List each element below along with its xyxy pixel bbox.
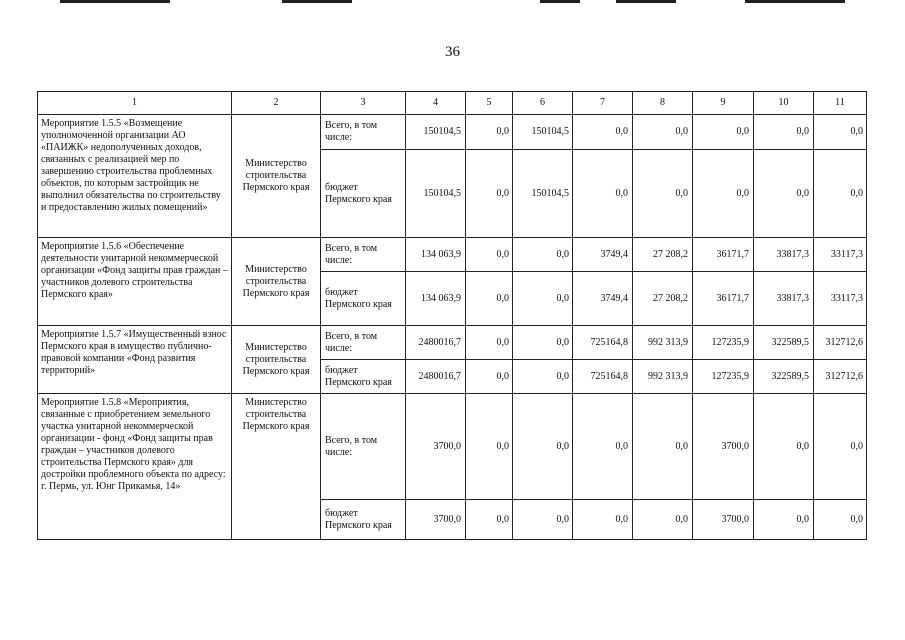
value-cell: 134 063,9: [406, 272, 466, 326]
value-cell: 3700,0: [693, 394, 754, 500]
column-header: 9: [693, 92, 754, 115]
value-cell: 33817,3: [754, 272, 814, 326]
value-cell: 3700,0: [406, 394, 466, 500]
table-row: [38, 394, 867, 500]
value-cell: 0,0: [814, 115, 867, 150]
value-cell: 0,0: [466, 238, 513, 272]
value-cell: 2480016,7: [406, 360, 466, 394]
value-cell: 127235,9: [693, 326, 754, 360]
value-cell: 0,0: [633, 115, 693, 150]
value-cell: 0,0: [513, 360, 573, 394]
value-cell: 0,0: [573, 115, 633, 150]
funding-table: [37, 91, 867, 540]
value-cell: 0,0: [466, 326, 513, 360]
value-cell: 0,0: [814, 394, 867, 500]
value-cell: 0,0: [573, 150, 633, 238]
funding-kind: Всего, в том числе:: [321, 326, 406, 360]
value-cell: 0,0: [513, 326, 573, 360]
column-header: 4: [406, 92, 466, 115]
scan-edge-line-2: [282, 0, 352, 3]
column-number-header: [38, 92, 867, 115]
value-cell: 27 208,2: [633, 272, 693, 326]
column-header: 10: [754, 92, 814, 115]
value-cell: 36171,7: [693, 272, 754, 326]
value-cell: 0,0: [466, 150, 513, 238]
column-header: 1: [38, 92, 232, 115]
value-cell: 134 063,9: [406, 238, 466, 272]
column-header: 3: [321, 92, 406, 115]
value-cell: 3749,4: [573, 238, 633, 272]
value-cell: 725164,8: [573, 360, 633, 394]
scan-edge-line-1: [60, 0, 170, 3]
value-cell: 992 313,9: [633, 326, 693, 360]
value-cell: 0,0: [754, 150, 814, 238]
value-cell: 150104,5: [513, 150, 573, 238]
table-row: [38, 238, 867, 272]
value-cell: 3749,4: [573, 272, 633, 326]
scan-edge-line-5: [745, 0, 845, 3]
value-cell: 0,0: [754, 394, 814, 500]
funding-kind: бюджет Пермского края: [321, 500, 406, 540]
value-cell: 0,0: [814, 150, 867, 238]
value-cell: 0,0: [573, 394, 633, 500]
page-number: 36: [445, 44, 460, 60]
scan-edge-line-4: [616, 0, 676, 3]
table-row: [38, 326, 867, 360]
value-cell: 0,0: [513, 238, 573, 272]
column-header: 11: [814, 92, 867, 115]
value-cell: 27 208,2: [633, 238, 693, 272]
executor: Министерство строительства Пермского края: [232, 394, 321, 540]
funding-kind: Всего, в том числе:: [321, 115, 406, 150]
value-cell: 2480016,7: [406, 326, 466, 360]
funding-kind: Всего, в том числе:: [321, 238, 406, 272]
value-cell: 0,0: [513, 500, 573, 540]
measure-name: Мероприятие 1.5.8 «Мероприятия, связанные с приобретением земельного участка унитарной некоммерческой организации - фонд «Фонд защиты прав граждан – участников долевого строительства Пермского края» для достройки проблемного объекта по адресу: г. Пермь, ул. Юнг Прикамья, 14»: [38, 394, 232, 540]
value-cell: 992 313,9: [633, 360, 693, 394]
value-cell: 312712,6: [814, 360, 867, 394]
measure-name: Мероприятие 1.5.7 «Имущественный взнос Пермского края в имущество публично-правовой компании «Фонд развития территорий»: [38, 326, 232, 394]
value-cell: 0,0: [693, 150, 754, 238]
value-cell: 725164,8: [573, 326, 633, 360]
value-cell: 127235,9: [693, 360, 754, 394]
value-cell: 0,0: [573, 500, 633, 540]
value-cell: 3700,0: [406, 500, 466, 540]
funding-kind: Всего, в том числе:: [321, 394, 406, 500]
measure-name: Мероприятие 1.5.5 «Возмещение уполномоченной организации АО «ПАИЖК» недополученных доходов, связанных с реализацией мер по завершению строительства проблемных объектов, по которым застройщик не выполнил обязательства по строительству и предоставлению жилых помещений»: [38, 115, 232, 238]
value-cell: 312712,6: [814, 326, 867, 360]
executor: Министерство строительства Пермского края: [232, 326, 321, 394]
value-cell: 0,0: [513, 272, 573, 326]
value-cell: 0,0: [466, 500, 513, 540]
value-cell: 0,0: [633, 500, 693, 540]
value-cell: 0,0: [754, 500, 814, 540]
value-cell: 150104,5: [406, 150, 466, 238]
value-cell: 0,0: [466, 115, 513, 150]
table-row: [38, 115, 867, 150]
column-header: 5: [466, 92, 513, 115]
value-cell: 33117,3: [814, 272, 867, 326]
value-cell: 0,0: [693, 115, 754, 150]
funding-kind: бюджет Пермского края: [321, 150, 406, 238]
column-header: 8: [633, 92, 693, 115]
funding-kind: бюджет Пермского края: [321, 272, 406, 326]
executor: Министерство строительства Пермского края: [232, 115, 321, 238]
value-cell: 33117,3: [814, 238, 867, 272]
value-cell: 3700,0: [693, 500, 754, 540]
value-cell: 0,0: [754, 115, 814, 150]
value-cell: 0,0: [633, 394, 693, 500]
value-cell: 36171,7: [693, 238, 754, 272]
value-cell: 150104,5: [513, 115, 573, 150]
column-header: 2: [232, 92, 321, 115]
value-cell: 33817,3: [754, 238, 814, 272]
scan-edge-line-3: [540, 0, 580, 3]
value-cell: 0,0: [633, 150, 693, 238]
value-cell: 0,0: [466, 272, 513, 326]
column-header: 7: [573, 92, 633, 115]
measure-name: Мероприятие 1.5.6 «Обеспечение деятельности унитарной некоммерческой организации «Фонд защиты прав граждан – участников долевого строительства Пермского края»: [38, 238, 232, 326]
value-cell: 322589,5: [754, 326, 814, 360]
value-cell: 0,0: [513, 394, 573, 500]
value-cell: 322589,5: [754, 360, 814, 394]
value-cell: 0,0: [814, 500, 867, 540]
value-cell: 0,0: [466, 394, 513, 500]
funding-kind: бюджет Пермского края: [321, 360, 406, 394]
value-cell: 0,0: [466, 360, 513, 394]
value-cell: 150104,5: [406, 115, 466, 150]
executor: Министерство строительства Пермского края: [232, 238, 321, 326]
column-header: 6: [513, 92, 573, 115]
